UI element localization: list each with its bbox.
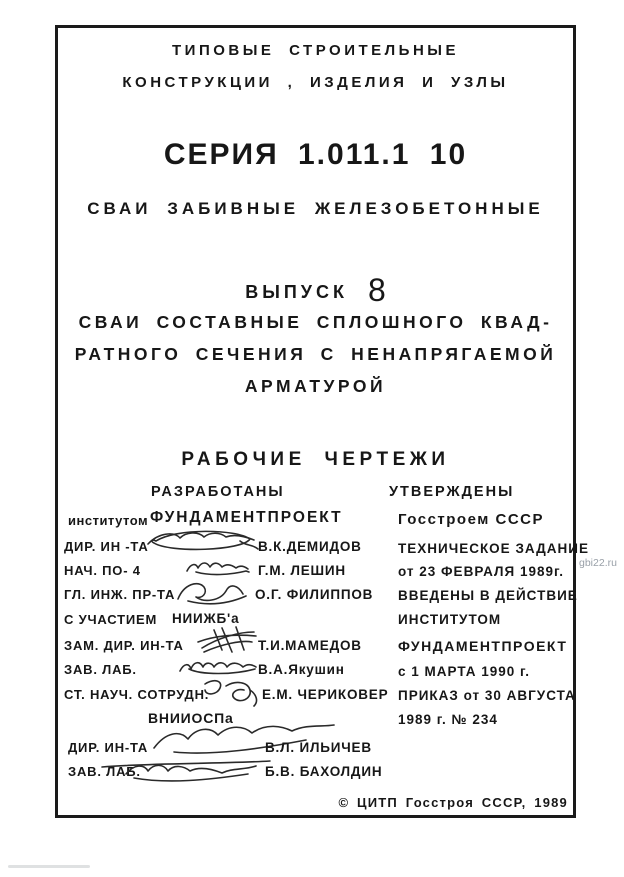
approved-line: от 23 ФЕВРАЛЯ 1989г.	[398, 564, 565, 579]
signatory-role: ГЛ. ИНЖ. ПР-ТА	[64, 587, 176, 602]
signature-yakushin	[175, 654, 260, 678]
signatory-name: О.Г. ФИЛИППОВ	[255, 587, 374, 602]
signatory-role: ДИР. ИН-ТА	[68, 740, 149, 755]
signatory-name: Г.М. ЛЕШИН	[258, 563, 346, 578]
participation-org: НИИЖБ'а	[172, 611, 240, 626]
signature-bakholdin	[98, 752, 276, 786]
signatory-role: СТ. НАУЧ. СОТРУДН.	[64, 687, 210, 702]
signature-mamedov	[192, 624, 262, 654]
issue-label: ВЫПУСК	[245, 282, 348, 302]
signatory-name: В.К.ДЕМИДОВ	[258, 539, 362, 554]
issue-number: 8	[367, 272, 386, 308]
approved-line: ИНСТИТУТОМ	[398, 612, 502, 627]
approved-heading: УТВЕРЖДЕНЫ	[389, 484, 515, 500]
site-watermark: gbi22.ru	[579, 557, 617, 569]
signature-leshin	[182, 556, 252, 578]
series-subtitle: СВАИ ЗАБИВНЫЕ ЖЕЛЕЗОБЕТОННЫЕ	[87, 199, 544, 218]
signatory-name: Б.В. БАХОЛДИН	[265, 764, 383, 779]
signatory-role: ЗАВ. ЛАБ.	[64, 662, 137, 677]
issue-desc-line3: АРМАТУРОЙ	[244, 376, 387, 396]
signatory-name: Т.И.МАМЕДОВ	[258, 638, 362, 653]
approved-org: Госстроем СССР	[398, 511, 544, 528]
signature-demidov	[140, 529, 260, 555]
institute-prefix: институтом	[68, 513, 149, 528]
signatory-role: ЗАМ. ДИР. ИН-ТА	[64, 638, 184, 653]
participation-label: С УЧАСТИЕМ	[64, 612, 158, 627]
signatory-role: НАЧ. ПО- 4	[64, 563, 141, 578]
signatory-name: В.Л. ИЛЬИЧЕВ	[265, 740, 372, 755]
copyright-line: © ЦИТП Госстроя СССР, 1989	[338, 795, 568, 810]
issue-line	[55, 272, 576, 309]
doc-type-line1: ТИПОВЫЕ СТРОИТЕЛЬНЫЕ	[172, 42, 459, 59]
doc-type-line2: КОНСТРУКЦИИ , ИЗДЕЛИЯ И УЗЛЫ	[122, 74, 509, 91]
developed-heading: РАЗРАБОТАНЫ	[151, 484, 285, 500]
issue-desc-line1: СВАИ СОСТАВНЫЕ СПЛОШНОГО КВАД-	[78, 312, 553, 332]
signature-cherikover	[193, 677, 261, 709]
issue-desc-line2: РАТНОГО СЕЧЕНИЯ С НЕНАПРЯГАЕМОЙ	[74, 344, 557, 364]
drawings-title: РАБОЧИЕ ЧЕРТЕЖИ	[181, 449, 450, 470]
approved-line: ПРИКАЗ от 30 АВГУСТА	[398, 688, 576, 703]
signature-filippov	[170, 578, 250, 606]
vniiosp-label: ВНИИОСПа	[148, 710, 234, 726]
approved-line: 1989 г. № 234	[398, 712, 498, 727]
approved-line: с 1 МАРТА 1990 г.	[398, 664, 531, 679]
approved-line: ВВЕДЕНЫ В ДЕЙСТВИЕ	[398, 588, 578, 603]
signatory-name: Е.М. ЧЕРИКОВЕР	[262, 687, 389, 702]
approved-line: ТЕХНИЧЕСКОЕ ЗАДАНИЕ	[398, 541, 589, 556]
signatory-role: ДИР. ИН -ТА	[64, 539, 149, 554]
series-title: СЕРИЯ 1.011.1 10	[163, 138, 468, 171]
corner-watermark-smudge	[8, 865, 90, 868]
signatory-role: ЗАВ. ЛАБ.	[68, 764, 141, 779]
signatory-name: В.А.Якушин	[258, 662, 345, 677]
institute-name: ФУНДАМЕНТПРОЕКТ	[150, 509, 343, 526]
approved-line: ФУНДАМЕНТПРОЕКТ	[398, 638, 568, 654]
